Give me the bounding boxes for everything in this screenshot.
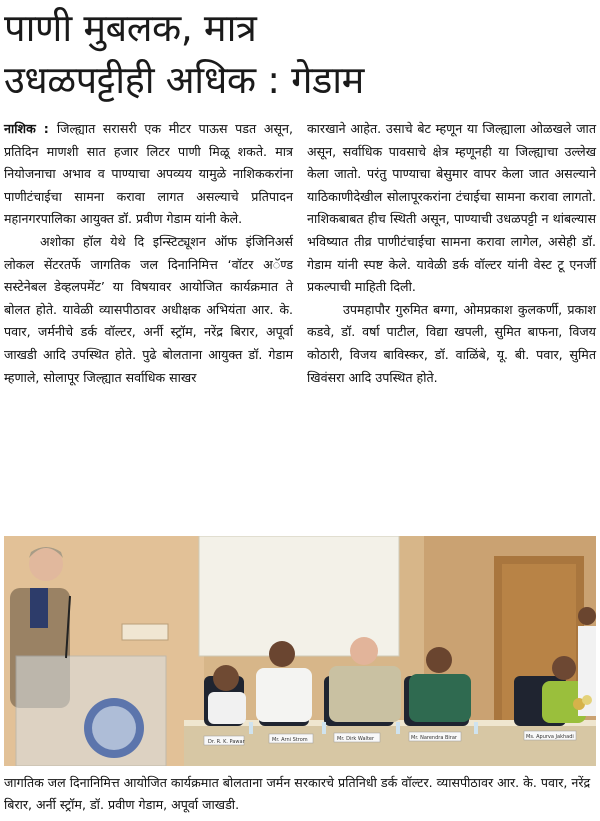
nameplate-text: Mr. Dirk Walter <box>337 736 375 742</box>
photo-caption: जागतिक जल दिनानिमित्त आयोजित कार्यक्रमात बोलताना जर्मन सरकारचे प्रतिनिधी डर्क वॉल्टर. व्यासपीठावर आर. के. पवार, नरेंद्र बिरार, अर्नी स्ट्रॉम, डॉ. प्रवीण गेडाम, अपूर्वा जाखडी. <box>4 775 591 812</box>
headline-line-2: उधळपट्टीही अधिक : गेडाम <box>4 58 364 102</box>
article-body <box>4 118 596 518</box>
nameplate-text: Dr. R. K. Pawar <box>208 739 245 745</box>
nameplate-text: Ms. Apurva Jakhadi <box>526 734 574 740</box>
dateline: नाशिक : <box>4 121 57 136</box>
article-paragraph: नाशिक : जिल्ह्यात सरासरी एक मीटर पाऊस पडत असून, प्रतिदिन माणशी सात हजार लिटर पाणी मिळू शकते. मात्र नियोजनाचा अभाव व पाण्याचा अपव्यय यामुळे नाशिककरांना पाणीटंचाईचा सामना करावा लागत असल्याचे प्रतिपादन महानगरपालिका आयुक्त डॉ. प्रवीण गेडाम यांनी केले. <box>4 121 293 227</box>
headline-line-1: पाणी मुबलक, मात्र <box>4 6 257 50</box>
news-photo <box>4 536 596 766</box>
article-column-1 <box>4 118 293 518</box>
article-paragraph: अशोका हॉल येथे दि इन्स्टिट्यूशन ऑफ इंजिनिअर्स लोकल सेंटरतर्फे जागतिक जल दिनानिमित्त ‘वॉटर अॅण्ड सस्टेनेबल डेव्हलपमेंट’ या विषयावर आयोजित कार्यक्रमात ते बोलत होते. यावेळी व्यासपीठावर अधीक्षक अभियंता आर. के. पवार, जर्मनीचे डर्क वॉल्टर, अर्नी स्ट्रॉम, नरेंद्र बिरार, अपूर्वा जाखडी आदि उपस्थित होते. पुढे बोलताना आयुक्त डॉ. गेडाम म्हणाले, सोलापूर जिल्ह्यात सर्वाधिक साखर <box>4 233 293 385</box>
article-column-2 <box>307 118 596 518</box>
article-paragraph: कारखाने आहेत. उसाचे बेट म्हणून या जिल्ह्याला ओळखले जात असून, सर्वाधिक पावसाचे क्षेत्र म्हणूनही या जिल्ह्याचा उल्लेख केला जातो. परंतु पाण्याचा बेसुमार वापर केला जात असल्याने याठिकाणीदेखील सोलापूरकरांना टंचाईचा सामना करावा लागतो. नाशिकबाबत हीच स्थिती असून, पाण्याची उधळपट्टी न थांबल्यास भविष्यात तीव्र पाणीटंचाईचा सामना करावा लागेल, असेही डॉ. गेडाम यांनी स्पष्ट केले. यावेळी डर्क वॉल्टर यांनी वेस्ट टू एनर्जी प्रकल्पाची माहिती दिली. <box>307 121 596 295</box>
article-paragraph: उपमहापौर गुरुमित बग्गा, ओमप्रकाश कुलकर्णी, प्रकाश कडवे, डॉ. वर्षा पाटील, विद्या खपली, सुमित बाफना, विजय कोठारी, विजय बाविस्कर, डॉ. वाळिंबे, यू. बी. पवार, सुमित खिवंसरा आदि उपस्थित होते. <box>307 301 596 385</box>
nameplate-text: Mr. Narendra Birar <box>411 735 457 741</box>
nameplate-text: Mr. Arni Strom <box>272 737 308 743</box>
headline <box>4 2 598 106</box>
